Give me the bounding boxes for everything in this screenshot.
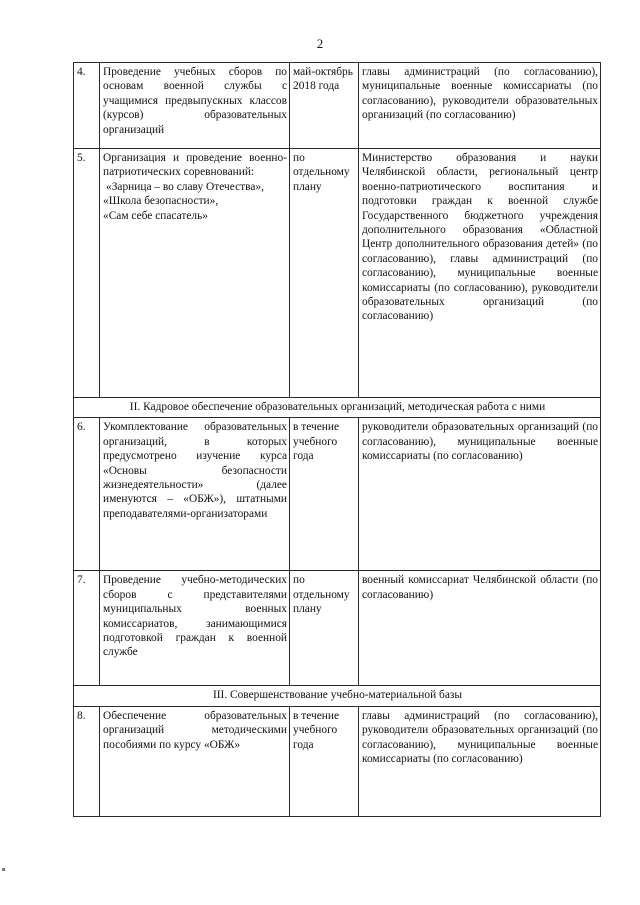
term-cell: в течение учебного года — [290, 418, 359, 571]
event-cell: Проведение учебно-методических сборов с представителями муниципальных военных комиссариатов, занимающимися подготовкой граждан к военной службе — [100, 571, 290, 686]
table-row — [74, 149, 601, 398]
event-cell: Обеспечение образовательных организаций методическими пособиями по курсу «ОБЖ» — [100, 706, 290, 816]
competition-item: «Сам себе спасатель» — [103, 209, 208, 222]
row-number: 5. — [74, 149, 100, 398]
section-header-row — [74, 686, 601, 706]
term-cell: по отдельному плану — [290, 571, 359, 686]
scan-artifact — [2, 868, 5, 871]
row-number: 4. — [74, 63, 100, 149]
section-title: II. Кадровое обеспечение образовательных организаций, методическая работа с ними — [74, 398, 601, 418]
table-row — [74, 571, 601, 686]
responsible-cell: Министерство образования и науки Челябинской области, региональный центр военно-патриотического воспитания и подготовки граждан к военной службе Государственного бюджетного учреждения дополнительного образования «Областной Центр дополнительного образования детей» (по согласованию), главы администраций (по согласованию), муниципальные военные комиссариаты (по согласованию), руководители образовательных организаций (по согласованию) — [359, 149, 601, 398]
responsible-cell: военный комиссариат Челябинской области (по согласованию) — [359, 571, 601, 686]
table-row — [74, 63, 601, 149]
responsible-cell: главы администраций (по согласованию), муниципальные военные комиссариаты (по согласованию), руководители образовательных организаций (по согласованию) — [359, 63, 601, 149]
section-header-row — [74, 398, 601, 418]
event-cell: Проведение учебных сборов по основам военной службы с учащимися предвыпускных классов (курсов) образовательных организаций — [100, 63, 290, 149]
page-number: 2 — [316, 36, 324, 51]
competition-item: «Зарница – во славу Отечества», — [106, 180, 264, 193]
events-plan-table — [73, 62, 601, 817]
row-number: 6. — [74, 418, 100, 571]
responsible-cell: руководители образовательных организаций (по согласованию), муниципальные военные комиссариаты (по согласованию) — [359, 418, 601, 571]
event-cell: Укомплектование образовательных организаций, в которых предусмотрено изучение курса «Основы безопасности жизнедеятельности» (далее именуются – «ОБЖ»), штатными преподавателями-организаторами — [100, 418, 290, 571]
term-cell: в течение учебного года — [290, 706, 359, 816]
event-cell — [100, 149, 290, 398]
table-row — [74, 418, 601, 571]
competition-item: «Школа безопасности», — [103, 195, 219, 208]
term-cell: май-октябрь 2018 года — [290, 63, 359, 149]
row-number: 8. — [74, 706, 100, 816]
section-title: III. Совершенствование учебно-материальной базы — [74, 686, 601, 706]
table-row — [74, 706, 601, 816]
responsible-cell: главы администраций (по согласованию), руководители образовательных организаций (по согласованию), муниципальные военные комиссариаты (по согласованию) — [359, 706, 601, 816]
event-intro: Организация и проведение военно-патриотических соревнований: — [103, 152, 287, 179]
term-cell: по отдельному плану — [290, 149, 359, 398]
row-number: 7. — [74, 571, 100, 686]
